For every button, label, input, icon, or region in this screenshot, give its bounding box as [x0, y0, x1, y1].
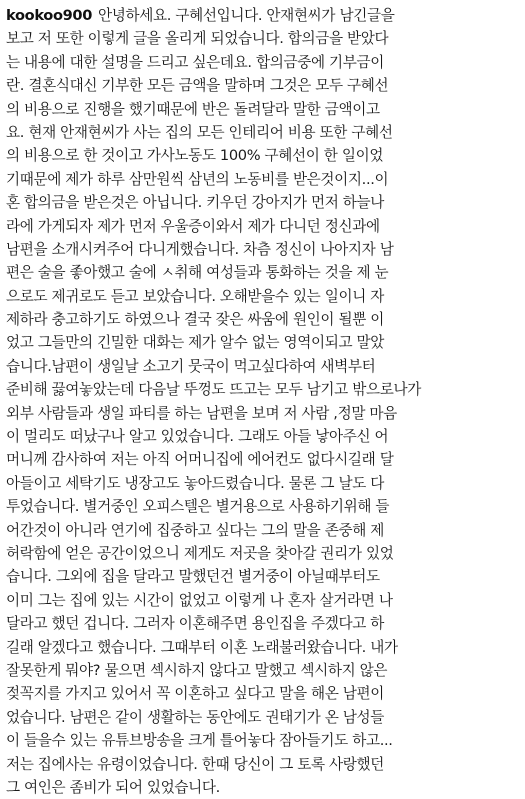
- post-text-line: 습니다.남편이 생일날 소고기 뭇국이 먹고싶다하여 새벽부터: [6, 357, 376, 375]
- post-text-line: 외부 사람들과 생일 파티를 하는 남편을 보며 저 사람 ,정말 마음: [6, 404, 397, 422]
- post-text-line: 라에 가게되자 제가 먼저 우울증이와서 제가 다니던 정신과에: [6, 217, 380, 235]
- post-text-line: 아들이고 세탁기도 냉장고도 놓아드렸습니다. 물론 그 날도 다: [6, 474, 385, 492]
- post-text-line: 그 여인은 좀비가 되어 있었습니다.: [6, 778, 220, 796]
- post-text-line: 투었습니다. 별거중인 오피스텔은 별거용으로 사용하기위해 들: [6, 498, 390, 516]
- post-text-line: 준비해 끓여놓았는데 다음날 뚜껑도 뜨고는 모두 남기고 밖으로나가: [6, 381, 421, 399]
- post-text-line: 보고 저 또한 이렇게 글을 올리게 되었습니다. 합의금을 받았다: [6, 30, 389, 48]
- post-text-line: 었고 그들만의 긴밀한 대화는 제가 알수 없는 영역이되고 말았: [6, 334, 385, 352]
- post-text-line: 어간것이 아니라 연기에 집중하고 싶다는 그의 말을 존중해 제: [6, 521, 385, 539]
- post-text-line: 의 비용으로 진행을 했기때문에 반은 돌려달라 말한 금액이고: [6, 100, 380, 118]
- post-body: [6, 4, 519, 799]
- post-text-line: 었습니다. 남편은 같이 생활하는 동안에도 권태기가 온 남성들: [6, 708, 385, 726]
- post-text-line: 는 내용에 대한 설명을 드리고 싶은데요. 합의금중에 기부금이: [6, 53, 385, 71]
- post-text-line: 편은 술을 좋아했고 술에 ㅅ취해 여성들과 통화하는 것을 제 눈: [6, 264, 389, 282]
- post-text-line: 이 들을수 있는 유튜브방송을 크게 틀어놓다 잠아들기도 하고...: [6, 732, 393, 750]
- post-text-line: 달라고 했던 겁니다. 그러자 이혼해주면 용인집을 주겠다고 하: [6, 615, 385, 633]
- post-text-line: 허락함에 얻은 공간이었으니 제게도 저곳을 찾아갈 권리가 있었: [6, 544, 394, 562]
- post-text-line: 의 비용으로 한 것이고 가사노동도 100% 구혜선이 한 일이었: [6, 147, 384, 165]
- post-text-line: 으로도 제귀로도 듣고 보았습니다. 오해받을수 있는 일이니 자: [6, 287, 385, 305]
- post-text: [6, 27, 519, 799]
- post-text-line: 기때문에 제가 하루 삼만원씩 삼년의 노동비를 받은것이지...이: [6, 170, 389, 188]
- post-text-line: 젖꼭지를 가지고 있어서 꼭 이혼하고 싶다고 말을 해온 남편이: [6, 685, 385, 703]
- post-text-line: 저는 집에사는 유령이었습니다. 한때 당신이 그 토록 사랑했던: [6, 755, 385, 773]
- post-text-line: 제하라 충고하기도 하였으나 결국 잦은 싸움에 원인이 될뿐 이: [6, 311, 385, 329]
- post-text-first-line: 안녕하세요. 구혜선입니다. 안재현씨가 남긴글을: [98, 7, 395, 24]
- post-text-line: 란. 결혼식대신 기부한 모든 금액을 말하며 그것은 모두 구혜선: [6, 77, 389, 95]
- post-text-line: 혼 합의금을 받은것은 아닙니다. 키우던 강아지가 먼저 하늘나: [6, 194, 385, 212]
- post-text-line: 요. 현재 안재현씨가 사는 집의 모든 인테리어 비용 또한 구혜선: [6, 123, 393, 141]
- post-text-line: 이미 그는 집에 있는 시간이 없었고 이렇게 나 혼자 살거라면 나: [6, 591, 393, 609]
- post-text-line: 습니다. 그외에 집을 달라고 말했던건 별거중이 아닐때부터도: [6, 568, 380, 586]
- username-link[interactable]: kookoo900: [6, 7, 93, 24]
- post-text-line: 길래 알겠다고 했습니다. 그때부터 이혼 노래불러왔습니다. 내가: [6, 638, 398, 656]
- post-text-line: 이 멀리도 떠났구나 알고 있었습니다. 그래도 아들 낳아주신 어: [6, 428, 389, 446]
- post-text-line: 잘못한게 뭐야? 물으면 섹시하지 않다고 말했고 섹시하지 않은: [6, 661, 388, 679]
- post-text-line: 남편을 소개시켜주어 다니게했습니다. 차츰 정신이 나아지자 남: [6, 240, 394, 258]
- post-text-line: 머니께 감사하여 저는 아직 어머니집에 에어컨도 없다시길래 달: [6, 451, 394, 469]
- post-line: [6, 4, 519, 27]
